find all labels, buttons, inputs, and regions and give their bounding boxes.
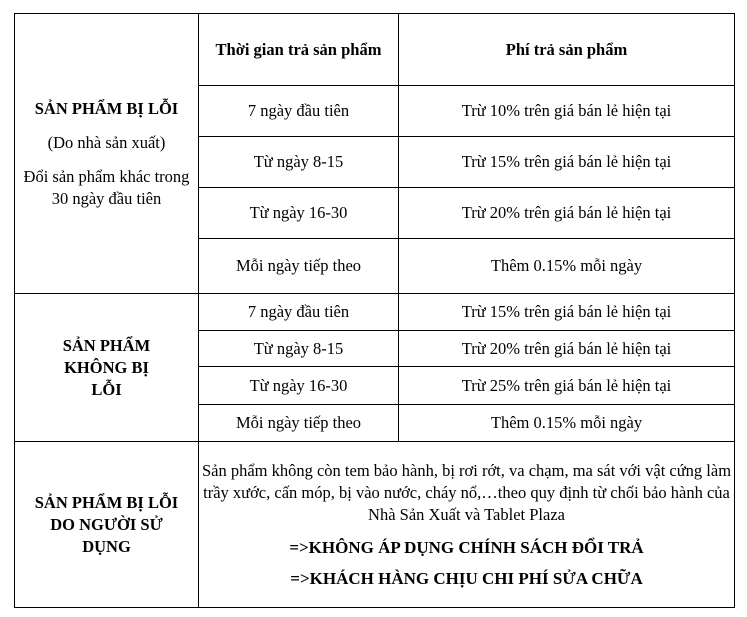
table-row <box>15 442 735 608</box>
header-time: Thời gian trả sản phẩm <box>199 14 399 86</box>
category-subtitle: (Do nhà sản xuất) <box>47 132 166 152</box>
table-row <box>15 294 735 331</box>
fee-cell: Trừ 20% trên giá bán lẻ hiện tại <box>399 331 735 367</box>
fee-cell: Thêm 0.15% mỗi ngày <box>399 239 735 294</box>
period-cell: 7 ngày đầu tiên <box>199 294 399 331</box>
user-defect-detail <box>199 442 735 608</box>
period-cell: 7 ngày đầu tiên <box>199 86 399 137</box>
period-cell: Từ ngày 16-30 <box>199 188 399 239</box>
category-note: Đổi sản phẩm khác trong 30 ngày đầu tiên <box>23 166 190 208</box>
category-title-line: SẢN PHẨM BỊ LỖI <box>34 492 179 512</box>
fee-cell: Trừ 20% trên giá bán lẻ hiện tại <box>399 188 735 239</box>
no-return-policy-notice: =>KHÔNG ÁP DỤNG CHÍNH SÁCH ĐỔI TRẢ <box>289 537 644 557</box>
category-title-line: SẢN PHẨM <box>62 335 151 355</box>
category-manufacturer-defect <box>15 14 199 294</box>
period-cell: Từ ngày 8-15 <box>199 137 399 188</box>
period-cell: Từ ngày 16-30 <box>199 367 399 405</box>
customer-pays-repair-notice: =>KHÁCH HÀNG CHỊU CHI PHÍ SỬA CHỮA <box>290 568 643 588</box>
category-title-line: LỖI <box>91 379 122 399</box>
fee-cell: Trừ 15% trên giá bán lẻ hiện tại <box>399 294 735 331</box>
category-user-defect <box>15 442 199 608</box>
category-title-line: DỤNG <box>82 536 131 556</box>
category-no-defect <box>15 294 199 442</box>
category-title-line: KHÔNG BỊ <box>64 357 149 377</box>
category-title-line: DO NGƯỜI SỬ <box>50 514 163 534</box>
return-policy-table <box>14 13 735 608</box>
period-cell: Mỗi ngày tiếp theo <box>199 405 399 442</box>
fee-cell: Trừ 10% trên giá bán lẻ hiện tại <box>399 86 735 137</box>
fee-cell: Trừ 25% trên giá bán lẻ hiện tại <box>399 367 735 405</box>
user-defect-description: Sản phẩm không còn tem bảo hành, bị rơi rớt, va chạm, ma sát với vật cứng làm trầy xước, cấn móp, bị vào nước, cháy nổ,…theo quy định từ chối bảo hành của Nhà Sản Xuất và Tablet Plaza <box>201 460 732 524</box>
period-cell: Mỗi ngày tiếp theo <box>199 239 399 294</box>
fee-cell: Thêm 0.15% mỗi ngày <box>399 405 735 442</box>
category-title: SẢN PHẨM BỊ LỖI <box>34 98 179 118</box>
header-row <box>15 14 735 86</box>
header-fee: Phí trả sản phẩm <box>399 14 735 86</box>
fee-cell: Trừ 15% trên giá bán lẻ hiện tại <box>399 137 735 188</box>
period-cell: Từ ngày 8-15 <box>199 331 399 367</box>
